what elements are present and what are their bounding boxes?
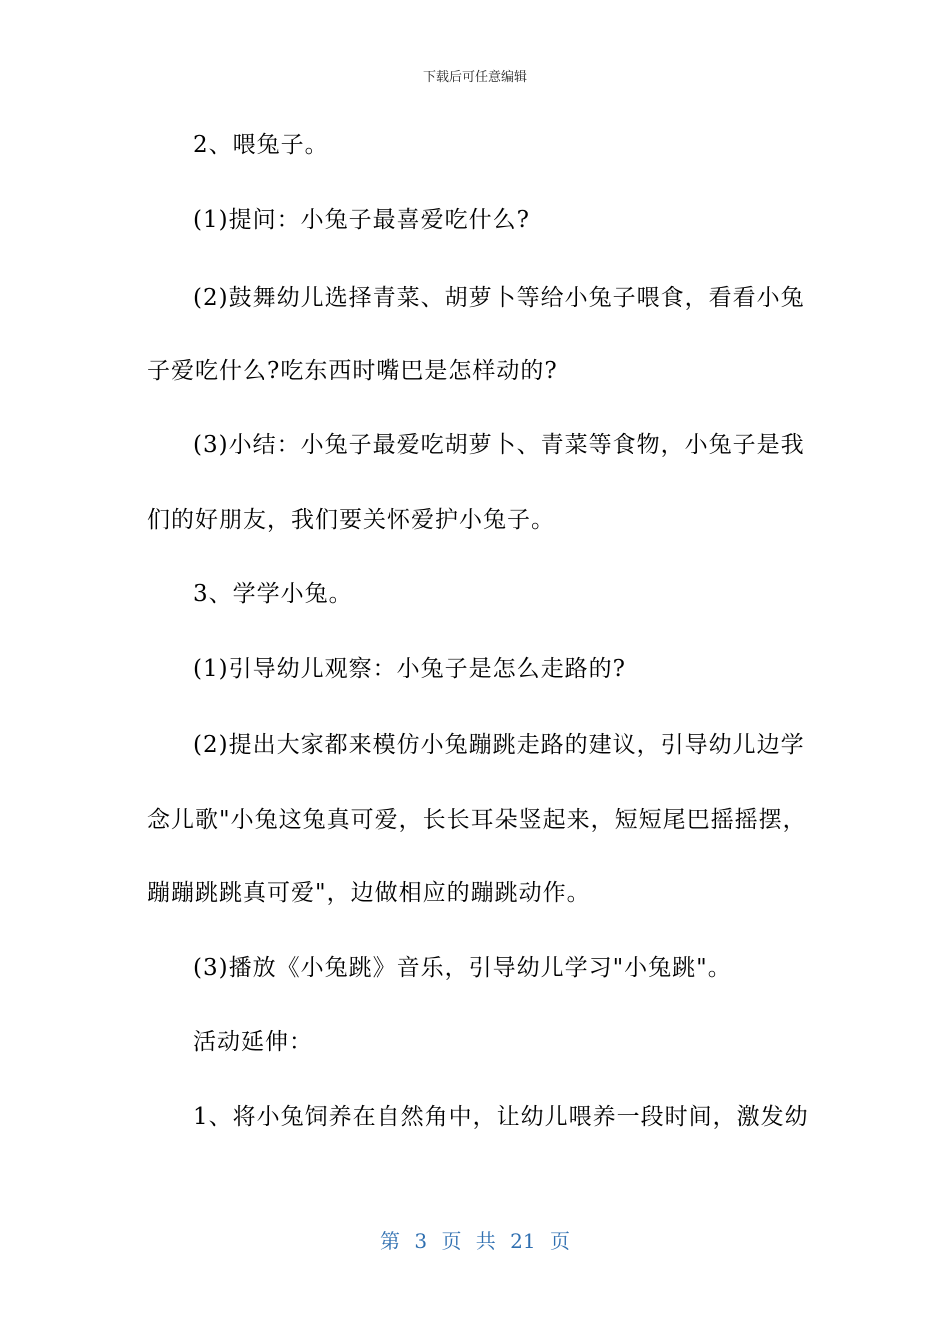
page-header: 下载后可任意编辑 bbox=[422, 70, 527, 85]
heading-extension: 活动延伸： bbox=[193, 1029, 313, 1055]
paragraph-line: 子爱吃什么?吃东西时嘴巴是怎样动的? bbox=[147, 358, 558, 384]
page-footer: 第 3 页 共 21 页 bbox=[380, 1229, 570, 1253]
paragraph-line: 们的好朋友，我们要关怀爱护小兔子。 bbox=[147, 507, 555, 533]
paragraph-line: (1)引导幼儿观察：小兔子是怎么走路的? bbox=[193, 656, 626, 682]
paragraph-line: (3)小结：小兔子最爱吃胡萝卜、青菜等食物，小兔子是我 bbox=[193, 432, 805, 458]
paragraph-line: 1、将小兔饲养在自然角中，让幼儿喂养一段时间，激发幼 bbox=[193, 1104, 809, 1130]
paragraph-line: (1)提问：小兔子最喜爱吃什么? bbox=[193, 207, 530, 233]
heading-learn-rabbit: 3、学学小兔。 bbox=[193, 581, 353, 607]
heading-feed-rabbit: 2、喂兔子。 bbox=[193, 132, 329, 158]
paragraph-line: (2)提出大家都来模仿小兔蹦跳走路的建议，引导幼儿边学 bbox=[193, 732, 805, 758]
paragraph-line: 念儿歌"小兔这兔真可爱，长长耳朵竖起来，短短尾巴摇摇摆， bbox=[147, 807, 807, 833]
paragraph-line: (2)鼓舞幼儿选择青菜、胡萝卜等给小兔子喂食，看看小兔 bbox=[193, 285, 805, 311]
paragraph-line: (3)播放《小兔跳》音乐，引导幼儿学习"小兔跳"。 bbox=[193, 955, 732, 981]
paragraph-line: 蹦蹦跳跳真可爱"，边做相应的蹦跳动作。 bbox=[147, 880, 591, 906]
